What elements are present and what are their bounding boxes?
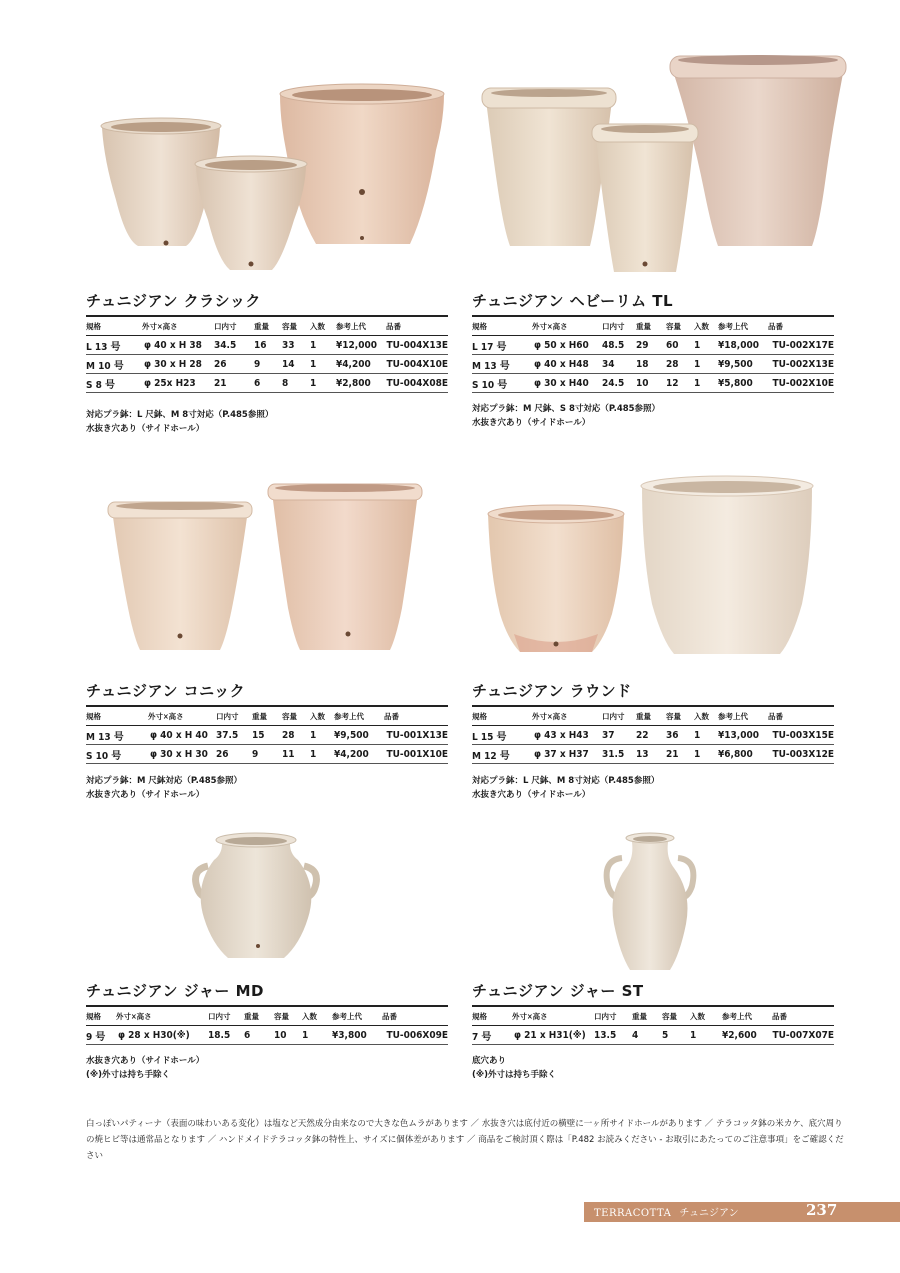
pot-small-heavyrim (596, 136, 694, 272)
col-header: 規格 (86, 316, 142, 336)
cell-weight: 4 (632, 1026, 662, 1045)
cell-mouth: 37 (602, 726, 636, 745)
col-header: 入数 (694, 316, 718, 336)
cell-qty: 1 (310, 336, 336, 355)
col-header: 容量 (662, 1006, 690, 1026)
table-row (86, 374, 448, 393)
cell-weight: 10 (636, 374, 666, 393)
cell-weight: 9 (252, 745, 282, 764)
col-header: 口内寸 (594, 1006, 632, 1026)
page-number: 237 (806, 1201, 838, 1219)
product-title: チュニジアン コニック (86, 682, 246, 700)
spec-table-round (472, 705, 834, 764)
cell-volume: 28 (282, 726, 310, 745)
product-notes (472, 774, 659, 802)
cell-code: TU-004X08E (386, 374, 448, 393)
col-header: 外寸×高さ (116, 1006, 208, 1026)
cell-volume: 21 (666, 745, 694, 764)
pot-right-conic (272, 492, 418, 650)
cell-size: φ 25x H23 (142, 374, 214, 393)
cell-mouth: 24.5 (602, 374, 636, 393)
product-notes (86, 408, 273, 436)
col-header: 参考上代 (722, 1006, 772, 1026)
table-row (86, 1026, 448, 1045)
col-header: 口内寸 (602, 706, 636, 726)
cell-mouth: 18.5 (208, 1026, 244, 1045)
note-line: (※)外寸は持ち手除く (86, 1070, 171, 1080)
cell-weight: 22 (636, 726, 666, 745)
product-title: チュニジアン ジャー ST (472, 982, 644, 1000)
note-line: 対応プラ鉢：L 尺鉢、M 8寸対応（P.485参照） (472, 776, 660, 786)
cell-mouth: 48.5 (602, 336, 636, 355)
cell-price: ¥9,500 (718, 355, 768, 374)
note-line: 水抜き穴あり（サイドホール） (472, 790, 591, 800)
product-title: チュニジアン ラウンド (472, 682, 632, 700)
cell-volume: 12 (666, 374, 694, 393)
col-header: 容量 (666, 706, 694, 726)
cell-code: TU-006X09E (382, 1026, 448, 1045)
table-row (86, 355, 448, 374)
cell-price: ¥3,800 (332, 1026, 382, 1045)
note-line: 水抜き穴あり（サイドホール） (86, 1056, 205, 1066)
product-round (484, 474, 846, 660)
cell-size: φ 37 x H37 (532, 745, 602, 764)
col-header: 参考上代 (334, 706, 384, 726)
jar-body-md (201, 844, 312, 958)
cell-grade: M 10 号 (86, 355, 142, 374)
cell-grade: L 15 号 (472, 726, 532, 745)
col-header: 品番 (768, 316, 834, 336)
cell-size: φ 40 x H 40 (148, 726, 216, 745)
cell-grade: M 13 号 (472, 355, 532, 374)
jar-body-st (613, 842, 688, 970)
col-header: 重量 (244, 1006, 274, 1026)
pot-left-round (488, 514, 624, 652)
table-header-row (86, 706, 448, 726)
note-line: 水抜き穴あり（サイドホール） (86, 424, 205, 434)
col-header: 入数 (694, 706, 718, 726)
col-header: 規格 (472, 316, 532, 336)
col-header: 参考上代 (336, 316, 386, 336)
cell-price: ¥18,000 (718, 336, 768, 355)
cell-code: TU-003X12E (768, 745, 834, 764)
col-header: 入数 (302, 1006, 332, 1026)
col-header: 規格 (472, 706, 532, 726)
cell-grade: S 10 号 (86, 745, 148, 764)
cell-code: TU-001X10E (384, 745, 448, 764)
col-header: 外寸×高さ (512, 1006, 594, 1026)
footer-category: TERRACOTTA (594, 1208, 672, 1219)
col-header: 品番 (384, 706, 448, 726)
cell-qty: 1 (694, 374, 718, 393)
cell-code: TU-001X13E (384, 726, 448, 745)
note-line: 対応プラ鉢：M 尺鉢、S 8寸対応（P.485参照） (472, 404, 661, 414)
footer-label (594, 1204, 739, 1219)
cell-volume: 10 (274, 1026, 302, 1045)
cell-mouth: 37.5 (216, 726, 252, 745)
col-header: 規格 (472, 1006, 512, 1026)
table-row (472, 726, 834, 745)
col-header: 規格 (86, 1006, 116, 1026)
table-row (472, 1026, 834, 1045)
spec-table-conic (86, 705, 448, 764)
cell-price: ¥6,800 (718, 745, 768, 764)
cell-grade: L 17 号 (472, 336, 532, 355)
cell-volume: 5 (662, 1026, 690, 1045)
cell-volume: 60 (666, 336, 694, 355)
cell-grade: L 13 号 (86, 336, 142, 355)
col-header: 参考上代 (718, 706, 768, 726)
note-line: 底穴あり (472, 1056, 507, 1066)
col-header: 外寸×高さ (532, 316, 602, 336)
cell-qty: 1 (310, 745, 334, 764)
table-row (86, 726, 448, 745)
cell-grade: M 12 号 (472, 745, 532, 764)
cell-code: TU-004X10E (386, 355, 448, 374)
cell-volume: 11 (282, 745, 310, 764)
col-header: 容量 (666, 316, 694, 336)
pot-left-heavyrim (486, 100, 612, 246)
cell-size: φ 40 x H48 (532, 355, 602, 374)
col-header: 品番 (768, 706, 834, 726)
cell-volume: 8 (282, 374, 310, 393)
product-jar-st (600, 828, 700, 974)
cell-code: TU-003X15E (768, 726, 834, 745)
cell-code: TU-002X10E (768, 374, 834, 393)
cell-weight: 29 (636, 336, 666, 355)
cell-grade: S 10 号 (472, 374, 532, 393)
product-photo-jar-md (186, 826, 326, 966)
col-header: 入数 (310, 706, 334, 726)
cell-code: TU-007X07E (772, 1026, 834, 1045)
cell-volume: 36 (666, 726, 694, 745)
table-header-row (472, 1006, 834, 1026)
cell-size: φ 40 x H 38 (142, 336, 214, 355)
col-header: 外寸×高さ (148, 706, 216, 726)
col-header: 重量 (636, 706, 666, 726)
note-line: 水抜き穴あり（サイドホール） (86, 790, 205, 800)
table-row (472, 336, 834, 355)
spec-table-heavyrim (472, 315, 834, 393)
cell-mouth: 21 (214, 374, 254, 393)
product-conic (100, 478, 462, 658)
product-photo-conic (100, 478, 430, 658)
pot-tall-heavyrim (672, 68, 844, 246)
cell-grade: 7 号 (472, 1026, 512, 1045)
col-header: 品番 (772, 1006, 834, 1026)
cell-mouth: 13.5 (594, 1026, 632, 1045)
col-header: 入数 (690, 1006, 722, 1026)
table-header-row (472, 706, 834, 726)
product-photo-classic (86, 80, 448, 280)
table-row (86, 336, 448, 355)
cell-price: ¥12,000 (336, 336, 386, 355)
cell-mouth: 26 (216, 745, 252, 764)
col-header: 重量 (252, 706, 282, 726)
cell-grade: S 8 号 (86, 374, 142, 393)
footer-subcategory: チュニジアン (679, 1208, 739, 1219)
col-header: 容量 (282, 706, 310, 726)
table-header-row (86, 316, 448, 336)
cell-weight: 15 (252, 726, 282, 745)
cell-weight: 6 (244, 1026, 274, 1045)
cell-weight: 13 (636, 745, 666, 764)
col-header: 容量 (282, 316, 310, 336)
col-header: 品番 (386, 316, 448, 336)
cell-qty: 1 (302, 1026, 332, 1045)
spec-table-jar-st (472, 1005, 834, 1045)
cell-qty: 1 (694, 745, 718, 764)
product-notes (86, 774, 242, 802)
cell-volume: 14 (282, 355, 310, 374)
cell-qty: 1 (310, 374, 336, 393)
col-header: 口内寸 (602, 316, 636, 336)
cell-price: ¥13,000 (718, 726, 768, 745)
col-header: 入数 (310, 316, 336, 336)
cell-weight: 18 (636, 355, 666, 374)
product-notes (472, 1054, 556, 1082)
cell-size: φ 28 x H30(※) (116, 1026, 208, 1045)
table-header-row (86, 1006, 448, 1026)
col-header: 外寸×高さ (142, 316, 214, 336)
cell-grade: 9 号 (86, 1026, 116, 1045)
table-header-row (472, 316, 834, 336)
cell-qty: 1 (694, 336, 718, 355)
table-row (472, 745, 834, 764)
col-header: 口内寸 (208, 1006, 244, 1026)
cell-size: φ 21 x H31(※) (512, 1026, 594, 1045)
pot-left-conic (112, 510, 248, 650)
cell-qty: 1 (694, 726, 718, 745)
product-title: チュニジアン ヘビーリム TL (472, 292, 674, 310)
note-line: 対応プラ鉢：M 尺鉢対応（P.485参照） (86, 776, 243, 786)
cell-size: φ 50 x H60 (532, 336, 602, 355)
cell-weight: 6 (254, 374, 282, 393)
cell-size: φ 30 x H 28 (142, 355, 214, 374)
col-header: 重量 (632, 1006, 662, 1026)
cell-qty: 1 (690, 1026, 722, 1045)
note-line: (※)外寸は持ち手除く (472, 1070, 557, 1080)
note-line: 水抜き穴あり（サイドホール） (472, 418, 591, 428)
cell-size: φ 30 x H40 (532, 374, 602, 393)
cell-qty: 1 (694, 355, 718, 374)
cell-mouth: 31.5 (602, 745, 636, 764)
product-notes (86, 1054, 204, 1082)
col-header: 重量 (254, 316, 282, 336)
cell-volume: 28 (666, 355, 694, 374)
cell-code: TU-004X13E (386, 336, 448, 355)
spec-table-jar-md (86, 1005, 448, 1045)
cell-weight: 16 (254, 336, 282, 355)
product-heavyrim (472, 50, 834, 280)
col-header: 口内寸 (216, 706, 252, 726)
col-header: 外寸×高さ (532, 706, 602, 726)
cell-weight: 9 (254, 355, 282, 374)
cell-code: TU-002X17E (768, 336, 834, 355)
col-header: 口内寸 (214, 316, 254, 336)
product-jar-md (186, 826, 326, 966)
col-header: 重量 (636, 316, 666, 336)
cell-size: φ 43 x H43 (532, 726, 602, 745)
cell-price: ¥4,200 (334, 745, 384, 764)
cell-price: ¥4,200 (336, 355, 386, 374)
cell-mouth: 34 (602, 355, 636, 374)
col-header: 参考上代 (718, 316, 768, 336)
pot-right-round (642, 486, 812, 654)
cell-mouth: 34.5 (214, 336, 254, 355)
col-header: 規格 (86, 706, 148, 726)
product-photo-heavyrim (472, 50, 852, 280)
cell-price: ¥2,600 (722, 1026, 772, 1045)
col-header: 品番 (382, 1006, 448, 1026)
cell-volume: 33 (282, 336, 310, 355)
product-photo-jar-st (600, 828, 700, 974)
cell-grade: M 13 号 (86, 726, 148, 745)
disclaimer-text: 白っぽいパティーナ（表面の味わいある変化）は塩など天然成分由来なので大きな色ムラがあります ／ 水抜き穴は底付近の横壁に一ヶ所サイドホールがあります ／ テラコッタ鉢の米カケ、底穴周りの焼ヒビ等は通常品となります ／ ハンドメイドテラコッタ鉢の特性上、サイズに個体差があります ／ 商品をご検討頂く際は「P.482 お読みください - お取引にあたってのご注意事項」をご確認ください (86, 1119, 844, 1161)
cell-qty: 1 (310, 726, 334, 745)
table-row (472, 355, 834, 374)
cell-mouth: 26 (214, 355, 254, 374)
cell-price: ¥2,800 (336, 374, 386, 393)
product-title: チュニジアン クラシック (86, 292, 261, 310)
col-header: 容量 (274, 1006, 302, 1026)
table-row (472, 374, 834, 393)
cell-price: ¥9,500 (334, 726, 384, 745)
cell-price: ¥5,800 (718, 374, 768, 393)
table-row (86, 745, 448, 764)
cell-qty: 1 (310, 355, 336, 374)
product-title: チュニジアン ジャー MD (86, 982, 264, 1000)
note-line: 対応プラ鉢：L 尺鉢、M 8寸対応（P.485参照） (86, 410, 274, 420)
col-header: 参考上代 (332, 1006, 382, 1026)
product-photo-round (484, 474, 824, 660)
pot-m-classic (196, 164, 306, 270)
spec-table-classic (86, 315, 448, 393)
cell-code: TU-002X13E (768, 355, 834, 374)
product-notes (472, 402, 660, 430)
cell-size: φ 30 x H 30 (148, 745, 216, 764)
